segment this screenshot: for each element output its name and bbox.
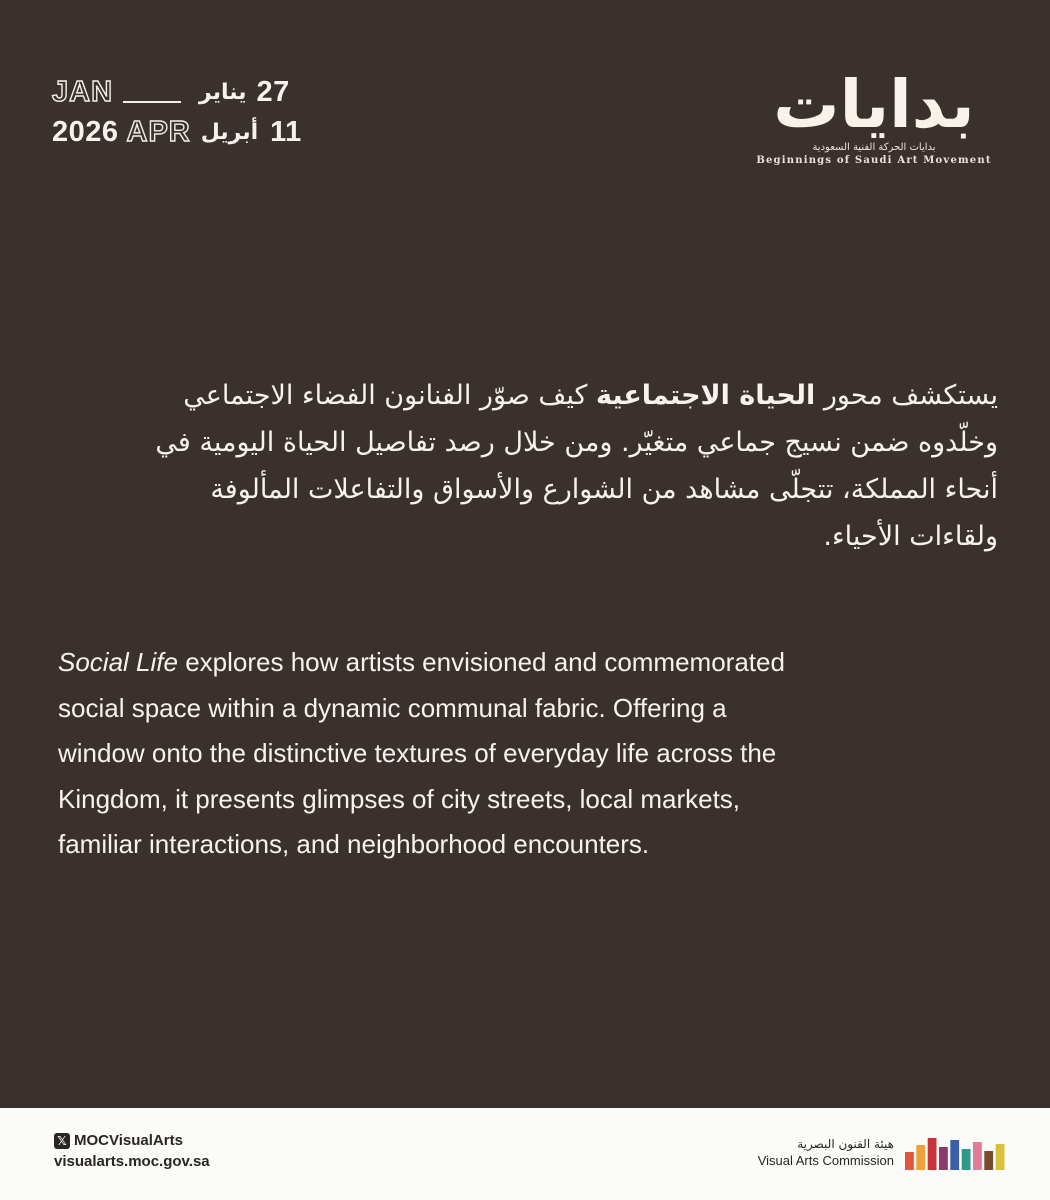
header <box>0 0 1050 200</box>
arabic-description <box>138 372 998 560</box>
mark-bar <box>916 1145 925 1170</box>
end-date <box>52 112 302 152</box>
mark-bar <box>928 1138 937 1170</box>
contact-info <box>54 1130 210 1172</box>
commission-name-ar: هيئة الفنون البصرية <box>797 1137 894 1151</box>
social-handle-row[interactable] <box>54 1130 210 1151</box>
start-day: 27 <box>256 75 290 108</box>
mark-bar <box>905 1152 914 1170</box>
end-month-ar: أبريل <box>200 119 259 145</box>
end-month-en: APR <box>126 115 191 148</box>
logo-subtitle-en: Beginnings of Saudi Art Movement <box>756 155 992 166</box>
commission-name-en: Visual Arts Commission <box>757 1153 894 1168</box>
logo-subtitle-ar: بدايات الحركة الفنية السعودية <box>812 142 936 153</box>
mark-bar <box>984 1151 993 1170</box>
mark-bar <box>939 1147 948 1170</box>
start-date <box>52 72 302 112</box>
x-logo-icon: 𝕏 <box>54 1133 70 1149</box>
mark-bar <box>996 1144 1005 1170</box>
commission-mark-icon <box>904 1136 1006 1170</box>
arabic-theme-title: الحياة الاجتماعية <box>595 380 816 411</box>
mark-bar <box>973 1142 982 1170</box>
mark-bar <box>962 1149 971 1170</box>
bidayat-logo <box>752 66 996 166</box>
start-month-en: JAN <box>52 75 114 108</box>
arabic-body: كيف صوّر الفنانون الفضاء الاجتماعي وخلّدوه ضمن نسيج جماعي متغيّر. ومن خلال رصد تفاصيل الحياة اليومية في أنحاء المملكة، تتجلّى مشاهد من الشوارع والأسواق والتفاعلات المألوفة ولقاءات الأحياء. <box>155 380 998 552</box>
visual-arts-commission-logo <box>758 1128 1006 1178</box>
end-year: 2026 <box>52 115 119 148</box>
english-theme-title: Social Life <box>58 647 178 677</box>
exhibition-dates <box>52 72 302 152</box>
website-link[interactable]: visualarts.moc.gov.sa <box>54 1153 210 1170</box>
social-handle[interactable]: MOCVisualArts <box>74 1132 183 1149</box>
end-day: 11 <box>270 115 302 148</box>
english-description <box>58 640 818 868</box>
footer <box>0 1108 1050 1200</box>
english-body: explores how artists envisioned and commemorated social space within a dynamic communal fabric. Offering a window onto the distinctive textures of everyday life across the Kingdom, it presents glimpses of city streets, local markets, familiar interactions, and neighborhood encounters. <box>58 647 785 859</box>
logo-title-ar: بدايات <box>773 66 975 143</box>
arabic-intro: يستكشف محور <box>815 380 998 411</box>
mark-bar <box>950 1140 959 1170</box>
commission-name <box>758 1136 894 1170</box>
start-month-ar: يناير <box>199 79 247 105</box>
date-divider-line <box>123 101 181 103</box>
